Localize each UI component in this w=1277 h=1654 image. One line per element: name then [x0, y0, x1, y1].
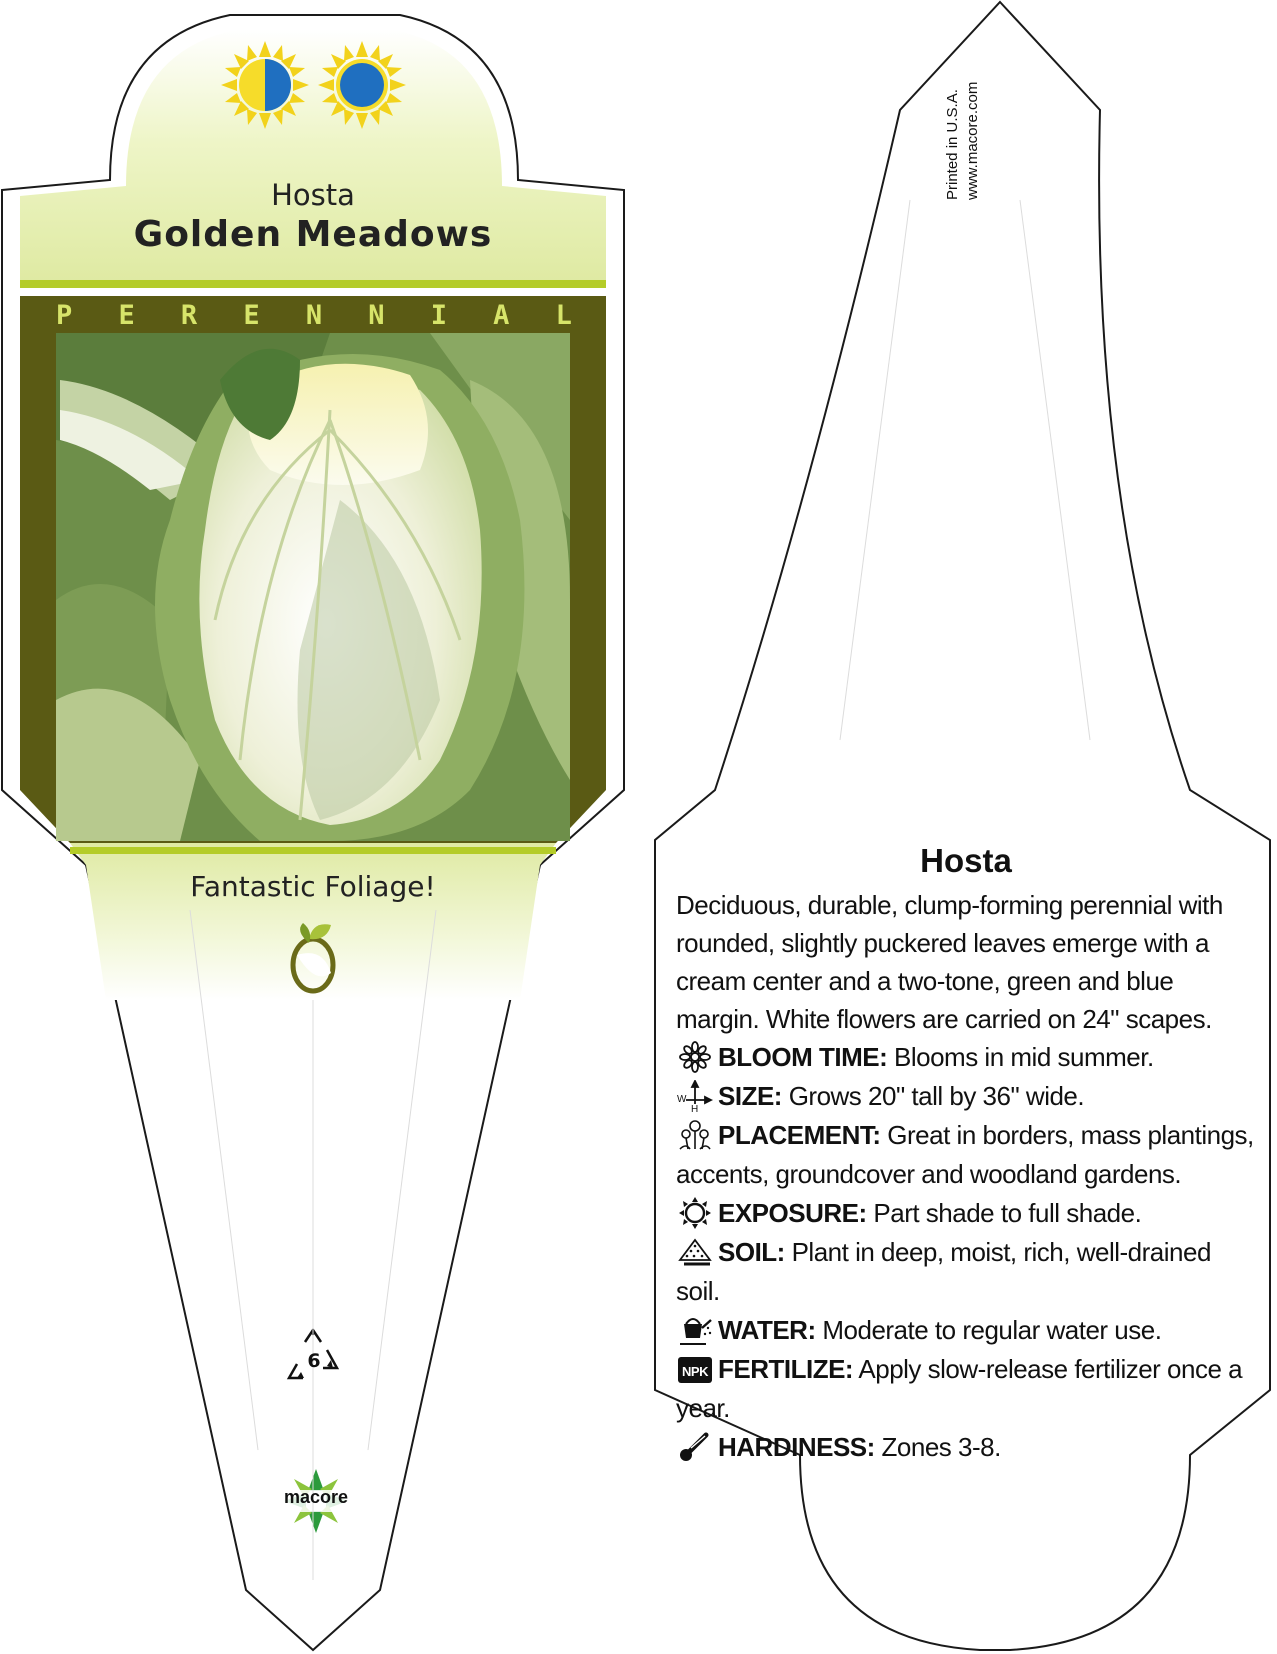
- plant-variety-title: Golden Meadows: [133, 214, 493, 255]
- thermometer-icon: [676, 1431, 714, 1463]
- plant-genus-title: Hosta: [271, 178, 355, 212]
- npk-icon: [676, 1353, 714, 1385]
- attribute-fertilize: [676, 1350, 1256, 1428]
- care-info: [676, 842, 1256, 1467]
- lower-divider: [70, 847, 556, 854]
- attribute-size: [676, 1077, 1256, 1116]
- category-letter: A: [493, 300, 510, 331]
- attribute-label: FERTILIZE:: [718, 1354, 854, 1384]
- attribute-label: SOIL:: [718, 1237, 785, 1267]
- size-arrows-icon: [676, 1080, 714, 1112]
- attribute-label: BLOOM TIME:: [718, 1042, 888, 1072]
- printed-in-usa: Printed in U.S.A.: [944, 89, 961, 200]
- category-letter: N: [305, 300, 323, 331]
- website: www.macore.com: [964, 81, 981, 200]
- attribute-value: Great in borders, mass plantings, accents, groundcover and woodland gardens.: [676, 1120, 1254, 1189]
- attribute-bloom-time: [676, 1038, 1256, 1077]
- soil-icon: [676, 1236, 714, 1268]
- attribute-label: PLACEMENT:: [718, 1120, 881, 1150]
- description: Deciduous, durable, clump-forming perennial with rounded, slightly puckered leaves emerge with a cream center and a two-tone, green and blue margin. White flowers are carried on 24" scapes.: [676, 890, 1223, 1034]
- category-letter: P: [56, 300, 73, 331]
- attribute-label: SIZE:: [718, 1081, 782, 1111]
- category-letter: E: [243, 300, 260, 331]
- attribute-value: Part shade to full shade.: [873, 1198, 1142, 1228]
- category-letter: N: [368, 300, 385, 331]
- full-shade-sun-icon: [318, 41, 406, 129]
- attribute-value: Apply slow-release fertilizer once a year.: [676, 1354, 1243, 1423]
- attribute-water: [676, 1311, 1256, 1350]
- recycle-code: 6: [307, 1350, 321, 1372]
- care-title: Hosta: [920, 842, 1012, 879]
- attribute-label: EXPOSURE:: [718, 1198, 867, 1228]
- size-icon-w: W: [677, 1094, 686, 1105]
- lower-band: [70, 843, 556, 1000]
- printed-info: [943, 82, 983, 200]
- category-label: [56, 300, 572, 331]
- attribute-placement: [676, 1116, 1256, 1194]
- category-letter: L: [555, 300, 572, 331]
- attribute-value: Moderate to regular water use.: [822, 1315, 1162, 1345]
- category-letter: E: [118, 300, 135, 331]
- attribute-value: Plant in deep, moist, rich, well-drained soil.: [676, 1237, 1211, 1306]
- sun-icon: [676, 1197, 714, 1229]
- attribute-value: Blooms in mid summer.: [894, 1042, 1154, 1072]
- size-icon-h: H: [691, 1104, 698, 1112]
- category-letter: I: [430, 300, 447, 331]
- tagline: Fantastic Foliage!: [190, 870, 436, 903]
- npk-icon-text: NPK: [682, 1364, 708, 1379]
- attribute-label: WATER:: [718, 1315, 816, 1345]
- brand-name: macore: [283, 1487, 349, 1507]
- part-shade-sun-icon: [221, 41, 309, 129]
- attribute-hardiness: [676, 1428, 1256, 1467]
- attribute-exposure: [676, 1194, 1256, 1233]
- attribute-soil: [676, 1233, 1256, 1311]
- watering-can-icon: [676, 1314, 714, 1346]
- attribute-value: Grows 20" tall by 36" wide.: [788, 1081, 1085, 1111]
- flower-icon: [676, 1041, 714, 1073]
- placement-icon: [676, 1119, 714, 1151]
- category-letter: R: [180, 300, 198, 331]
- header-divider: [20, 280, 606, 288]
- attribute-label: HARDINESS:: [718, 1432, 875, 1462]
- hosta-photo: [56, 333, 570, 841]
- attribute-value: Zones 3-8.: [881, 1432, 1001, 1462]
